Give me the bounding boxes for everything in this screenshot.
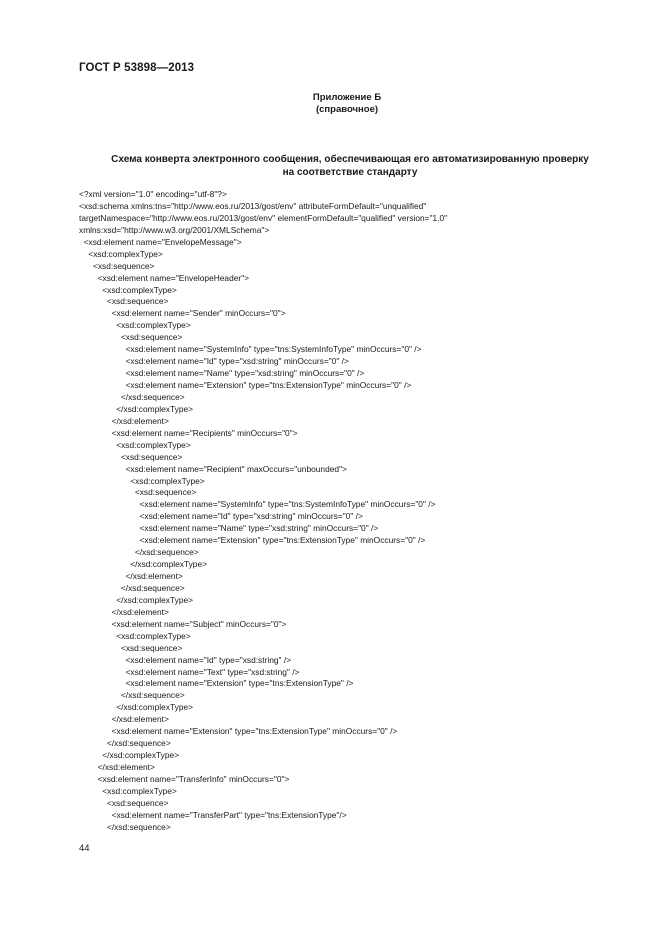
code-line: <xsd:complexType> <box>79 320 191 331</box>
code-line: <xsd:element name="EnvelopeMessage"> <box>79 236 242 247</box>
code-line: <xsd:element name="Extension" type="tns:ExtensionType" minOccurs="0" /> <box>79 380 412 390</box>
appendix-heading <box>0 92 661 116</box>
code-line: </xsd:complexType> <box>79 750 180 761</box>
code-line: </xsd:sequence> <box>79 547 199 558</box>
code-line: <xsd:sequence> <box>79 642 183 653</box>
code-line: </xsd:complexType> <box>79 594 194 605</box>
code-line: <xsd:sequence> <box>79 487 197 498</box>
code-line: <xsd:complexType> <box>79 284 177 295</box>
code-line: </xsd:sequence> <box>79 391 185 402</box>
code-line: xmlns:xsd="http://www.w3.org/2001/XMLSchema"> <box>79 224 270 235</box>
code-line: </xsd:sequence> <box>79 738 171 749</box>
code-line: <xsd:element name="Name" type="xsd:string" minOccurs="0" /> <box>79 368 365 379</box>
code-line: <xsd:element name="Sender" minOccurs="0"> <box>79 308 286 319</box>
code-line: <xsd:complexType> <box>79 785 177 796</box>
code-line: <xsd:sequence> <box>79 296 169 307</box>
code-line: </xsd:element> <box>79 762 155 772</box>
code-line: targetNamespace="http://www.eos.ru/2013/gost/env" elementFormDefault="qualified" version="1.0" <box>79 212 448 223</box>
code-line: <xsd:element name="TransferInfo" minOccurs="0"> <box>79 773 290 784</box>
page-header-standard: ГОСТ Р 53898—2013 <box>79 62 195 74</box>
code-line: <xsd:element name="EnvelopeHeader"> <box>79 272 250 283</box>
xml-schema-code-block <box>79 189 639 834</box>
code-line: <xsd:sequence> <box>79 797 169 808</box>
code-line: </xsd:sequence> <box>79 582 185 593</box>
code-line: <xsd:element name="TransferPart" type="tns:ExtensionType"/> <box>79 809 347 820</box>
code-line: <xsd:complexType> <box>79 439 191 450</box>
code-line: <xsd:element name="Recipient" maxOccurs="unbounded"> <box>79 463 347 474</box>
code-line: <xsd:element name="SystemInfo" type="tns:SystemInfoType" minOccurs="0" /> <box>79 499 436 510</box>
code-line: </xsd:element> <box>79 714 169 725</box>
code-line: <?xml version="1.0" encoding="utf-8"?> <box>79 189 227 199</box>
code-line: <xsd:element name="Recipients" minOccurs="0"> <box>79 427 298 438</box>
code-line: <xsd:sequence> <box>79 332 183 343</box>
code-line: <xsd:element name="Id" type="xsd:string" minOccurs="0" /> <box>79 511 363 522</box>
code-line: </xsd:element> <box>79 606 169 617</box>
code-line: <xsd:schema xmlns:tns="http://www.eos.ru/2013/gost/env" attributeFormDefault="unqualified" <box>79 200 427 211</box>
code-line: <xsd:complexType> <box>79 630 191 641</box>
code-line: </xsd:element> <box>79 415 169 426</box>
code-line: <xsd:element name="Id" type="xsd:string" minOccurs="0" /> <box>79 356 349 367</box>
appendix-subtitle: (справочное) <box>315 104 379 115</box>
code-line: <xsd:sequence> <box>79 260 155 271</box>
code-line: <xsd:element name="Id" type="xsd:string" /> <box>79 654 292 665</box>
code-line: <xsd:complexType> <box>79 248 163 259</box>
code-line: </xsd:complexType> <box>79 702 194 713</box>
code-line: <xsd:element name="SystemInfo" type="tns:SystemInfoType" minOccurs="0" /> <box>79 344 422 355</box>
code-line: <xsd:sequence> <box>79 451 183 462</box>
code-line: <xsd:element name="Subject" minOccurs="0"> <box>79 618 287 629</box>
code-line: <xsd:complexType> <box>79 475 205 486</box>
document-title-line-2: на соответствие стандарту <box>282 167 418 178</box>
code-line: </xsd:sequence> <box>79 690 185 701</box>
code-line: <xsd:element name="Text" type="xsd:string" /> <box>79 666 300 677</box>
appendix-title: Приложение Б <box>312 92 382 103</box>
page-number: 44 <box>79 843 90 854</box>
code-line: </xsd:element> <box>79 571 183 581</box>
code-line: </xsd:sequence> <box>79 821 171 832</box>
code-line: <xsd:element name="Name" type="xsd:string" minOccurs="0" /> <box>79 523 379 534</box>
document-title-line-1: Схема конверта электронного сообщения, обеспечивающая его автоматизированную проверку <box>111 154 589 165</box>
code-line: </xsd:complexType> <box>79 559 208 570</box>
code-line: <xsd:element name="Extension" type="tns:ExtensionType" /> <box>79 678 354 689</box>
code-line: </xsd:complexType> <box>79 403 194 414</box>
code-line: <xsd:element name="Extension" type="tns:ExtensionType" minOccurs="0" /> <box>79 535 426 546</box>
code-line: <xsd:element name="Extension" type="tns:ExtensionType" minOccurs="0" /> <box>79 726 398 737</box>
document-title <box>60 153 640 179</box>
